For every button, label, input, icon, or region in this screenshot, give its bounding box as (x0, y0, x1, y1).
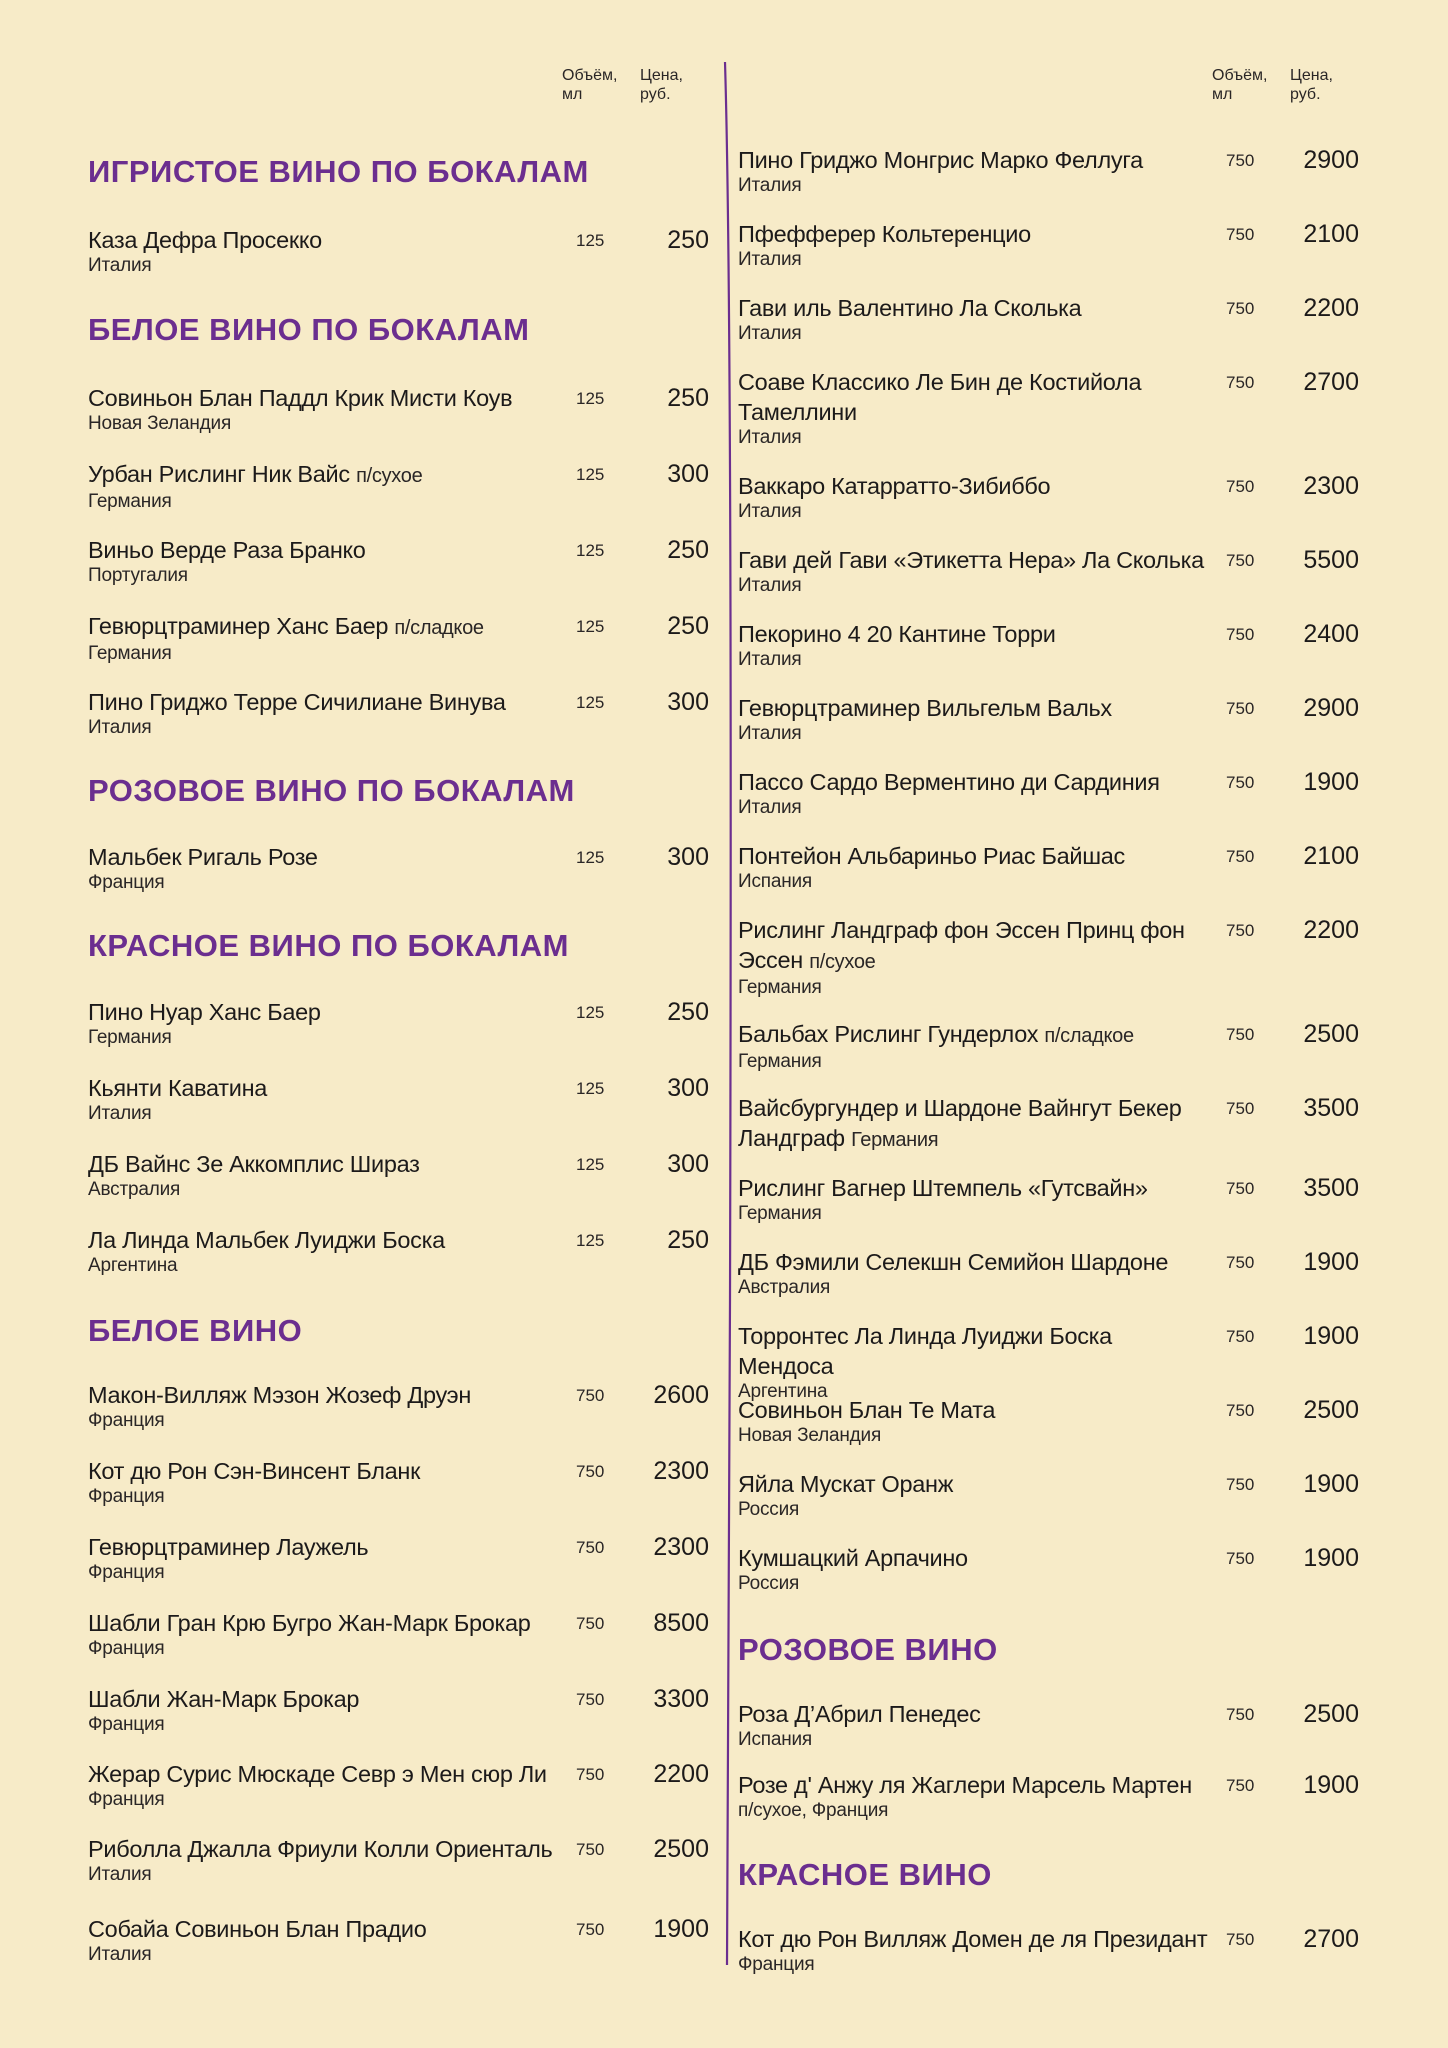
menu-item: Гевюрцтраминер Лаужель Франция 750 2300 (88, 1533, 709, 1583)
menu-item: Риболла Джалла Фриули Колли Ориенталь Италия 750 2500 (88, 1835, 709, 1885)
column-divider (722, 0, 736, 2048)
menu-item: Макон-Вилляж Мэзон Жозеф Друэн Франция 750 2600 (88, 1381, 709, 1431)
menu-item: Виньо Верде Раза Бранко Португалия 125 250 (88, 536, 709, 586)
menu-item: Роза Д’Абрил Пенедес Испания 750 2500 (738, 1700, 1359, 1750)
menu-item: Кьянти Каватина Италия 125 300 (88, 1074, 709, 1124)
section-title: РОЗОВОЕ ВИНО ПО БОКАЛАМ (88, 773, 575, 808)
section-title: КРАСНОЕ ВИНО ПО БОКАЛАМ (88, 928, 569, 963)
price-column-header: Цена, руб. (640, 67, 683, 103)
menu-item: ДБ Фэмили Селекшн Семийон Шардоне Австралия 750 1900 (738, 1248, 1359, 1298)
menu-item: Совиньон Блан Те Мата Новая Зеландия 750 2500 (738, 1396, 1359, 1446)
menu-item: Пфефферер Кольтеренцио Италия 750 2100 (738, 220, 1359, 270)
menu-item: Шабли Гран Крю Бугро Жан-Марк Брокар Франция 750 8500 (88, 1609, 709, 1659)
menu-item: Рислинг Ландграф фон Эссен Принц фон Эссен п/сухое Германия 750 2200 (738, 916, 1359, 998)
menu-item: Розе д' Анжу ля Жаглери Марсель Мартен п/сухое, Франция 750 1900 (738, 1771, 1359, 1821)
menu-item: Жерар Сурис Мюскаде Севр э Мен сюр Ли Франция 750 2200 (88, 1760, 709, 1810)
menu-item: Кот дю Рон Сэн-Винсент Бланк Франция 750 2300 (88, 1457, 709, 1507)
section-title: БЕЛОЕ ВИНО ПО БОКАЛАМ (88, 312, 530, 347)
menu-item: Рислинг Вагнер Штемпель «Гутсвайн» Германия 750 3500 (738, 1174, 1359, 1224)
menu-item: Каза Дефра Просекко Италия 125 250 (88, 226, 709, 276)
menu-item: Гави иль Валентино Ла Сколька Италия 750 2200 (738, 294, 1359, 344)
volume-column-header: Объём, мл (1212, 67, 1268, 103)
menu-item: ДБ Вайнс Зе Аккомплис Шираз Австралия 125 300 (88, 1150, 709, 1200)
menu-item: Пино Гриджо Монгрис Марко Феллуга Италия 750 2900 (738, 146, 1359, 196)
menu-item: Гевюрцтраминер Ханс Баер п/сладкое Германия 125 250 (88, 612, 709, 664)
menu-item: Собайа Совиньон Блан Прадио Италия 750 1900 (88, 1915, 709, 1965)
section-title: ИГРИСТОЕ ВИНО ПО БОКАЛАМ (88, 154, 589, 189)
menu-item: Пекорино 4 20 Кантине Торри Италия 750 2400 (738, 620, 1359, 670)
menu-item: Шабли Жан-Марк Брокар Франция 750 3300 (88, 1685, 709, 1735)
menu-item: Ла Линда Мальбек Луиджи Боска Аргентина 125 250 (88, 1226, 709, 1276)
menu-item: Соаве Классико Ле Бин де Костийола Тамеллини Италия 750 2700 (738, 368, 1359, 448)
menu-item: Пино Нуар Ханс Баер Германия 125 250 (88, 998, 709, 1048)
menu-item: Совиньон Блан Паддл Крик Мисти Коув Новая Зеландия 125 250 (88, 384, 709, 434)
menu-item: Бальбах Рислинг Гундерлох п/сладкое Германия 750 2500 (738, 1020, 1359, 1072)
section-title: БЕЛОЕ ВИНО (88, 1313, 303, 1348)
menu-item: Урбан Рислинг Ник Вайс п/сухое Германия 125 300 (88, 460, 709, 512)
menu-item: Кот дю Рон Вилляж Домен де ля Президант Франция 750 2700 (738, 1925, 1359, 1975)
menu-item: Торронтес Ла Линда Луиджи Боска Мендоса Аргентина 750 1900 (738, 1322, 1359, 1402)
section-title: РОЗОВОЕ ВИНО (738, 1632, 998, 1667)
menu-item: Пино Гриджо Терре Сичилиане Винува Италия 125 300 (88, 688, 709, 738)
menu-item: Кумшацкий Арпачино Россия 750 1900 (738, 1544, 1359, 1594)
menu-item: Гави дей Гави «Этикетта Нера» Ла Сколька Италия 750 5500 (738, 546, 1359, 596)
volume-column-header: Объём, мл (562, 67, 618, 103)
menu-item: Пассо Сардо Верментино ди Сардиния Италия 750 1900 (738, 768, 1359, 818)
section-title: КРАСНОЕ ВИНО (738, 1857, 992, 1892)
menu-item: Понтейон Альбариньо Риас Байшас Испания 750 2100 (738, 842, 1359, 892)
menu-item: Мальбек Ригаль Розе Франция 125 300 (88, 843, 709, 893)
menu-item: Ваккаро Катарратто-Зибиббо Италия 750 2300 (738, 472, 1359, 522)
menu-item: Яйла Мускат Оранж Россия 750 1900 (738, 1470, 1359, 1520)
menu-item: Вайсбургундер и Шардоне Вайнгут Бекер Ландграф Германия 750 3500 (738, 1094, 1359, 1151)
menu-item: Гевюрцтраминер Вильгельм Вальх Италия 750 2900 (738, 694, 1359, 744)
price-column-header: Цена, руб. (1290, 67, 1333, 103)
